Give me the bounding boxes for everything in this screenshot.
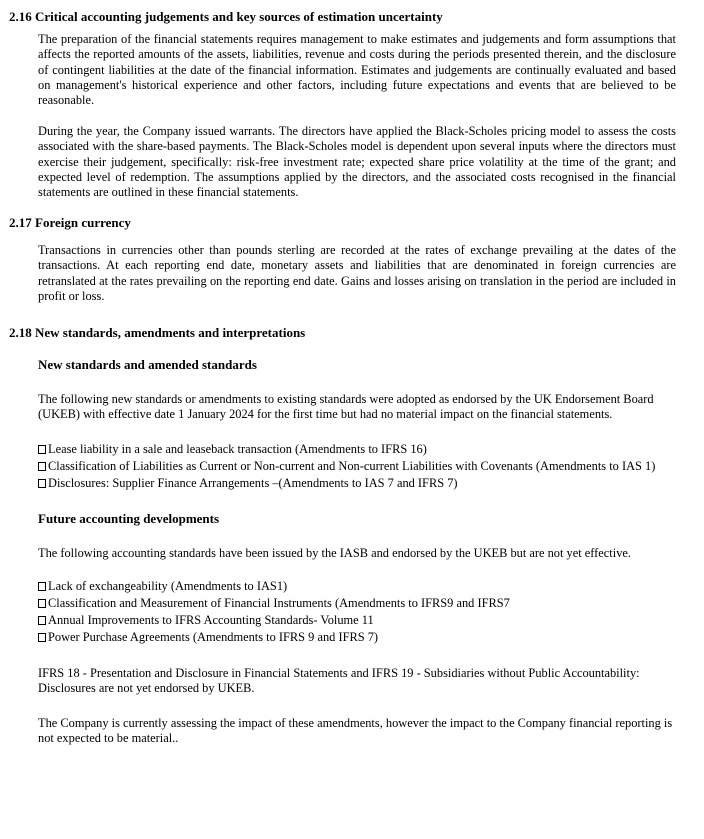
subheading-future-developments: Future accounting developments [38, 511, 220, 526]
future-standards-list [38, 578, 688, 646]
checkbox-icon [38, 445, 46, 454]
checkbox-icon [38, 479, 46, 488]
list-item: Lack of exchangeability (Amendments to IAS1) [38, 578, 688, 595]
list-item: Power Purchase Agreements (Amendments to IFRS 9 and IFRS 7) [38, 629, 688, 646]
list-item: Lease liability in a sale and leaseback transaction (Amendments to IFRS 16) [38, 441, 688, 458]
paragraph-new-standards-intro: The following new standards or amendments to existing standards were adopted as endorsed by the UK Endorsement Board (UKEB) with effective date 1 January 2024 for the first time but had no material impact on the financial statements. [38, 392, 654, 422]
list-item: Disclosures: Supplier Finance Arrangements –(Amendments to IAS 7 and IFRS 7) [38, 475, 688, 492]
list-item: Annual Improvements to IFRS Accounting Standards- Volume 11 [38, 612, 688, 629]
heading-2-17: 2.17 Foreign currency [9, 215, 131, 230]
list-item: Classification and Measurement of Financial Instruments (Amendments to IFRS9 and IFRS7 [38, 595, 688, 612]
checkbox-icon [38, 462, 46, 471]
paragraph-ifrs-18-19: IFRS 18 - Presentation and Disclosure in Financial Statements and IFRS 19 - Subsidiaries without Public Accountability: Disclosures are not yet endorsed by UKEB. [38, 666, 640, 696]
paragraph-foreign-currency: Transactions in currencies other than pounds sterling are recorded at the rates of exchange prevailing at the dates of the transactions. At each reporting end date, monetary assets and liabilities that are denominated in foreign currencies are retranslated at the rates prevailing on the reporting end date. Gains and losses arising on translation in the period are included in profit or loss. [38, 243, 676, 303]
paragraph-warrants: During the year, the Company issued warrants. The directors have applied the Black-Scholes pricing model to assess the costs associated with the share-based payments. The Black-Scholes model is dependent upon several inputs where the directors must exercise their judgement, specifically: risk-free investment rate; expected share price volatility at the time of the grant; and expected level of redemption. The assumptions applied by the directors, and the associated costs recognised in the financial statements are outlined in these financial statements. [38, 124, 676, 200]
list-item: Classification of Liabilities as Current or Non-current and Non-current Liabilities with Covenants (Amendments to IAS 1) [38, 458, 688, 475]
checkbox-icon [38, 599, 46, 608]
paragraph-closing: The Company is currently assessing the impact of these amendments, however the impact to the Company financial reporting is not expected to be material.. [38, 716, 673, 746]
subheading-new-standards: New standards and amended standards [38, 357, 257, 372]
paragraph-future-intro: The following accounting standards have been issued by the IASB and endorsed by the UKEB but are not yet effective. [38, 546, 631, 560]
checkbox-icon [38, 633, 46, 642]
new-standards-list [38, 441, 688, 492]
heading-2-18: 2.18 New standards, amendments and interpretations [9, 325, 306, 340]
checkbox-icon [38, 616, 46, 625]
heading-2-16: 2.16 Critical accounting judgements and key sources of estimation uncertainty [9, 9, 443, 24]
checkbox-icon [38, 582, 46, 591]
paragraph-estimates: The preparation of the financial statements requires management to make estimates and judgements and form assumptions that affects the reported amounts of the assets, liabilities, revenue and costs during the periods presented therein, and the disclosure of contingent liabilities at the date of the financial information. Estimates and judgements are continually evaluated and based on management's historical experience and other factors, including future expectations and events that are believed to be reasonable. [38, 32, 676, 108]
